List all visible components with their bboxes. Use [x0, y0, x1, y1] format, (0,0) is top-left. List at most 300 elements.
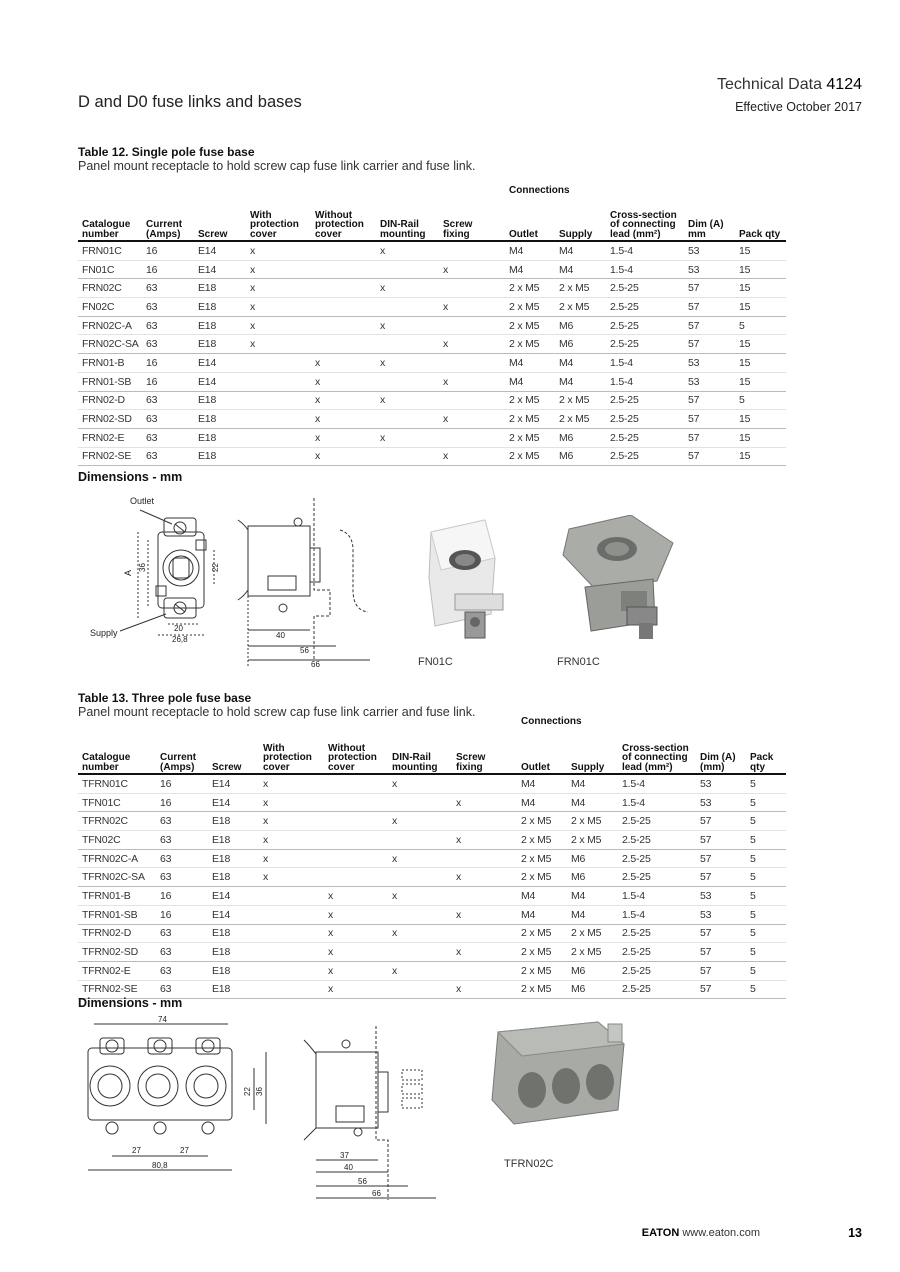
table-cell: x	[246, 241, 311, 260]
table-cell: x	[324, 980, 388, 999]
table-cell: 2.5-25	[606, 279, 684, 298]
table-cell: 63	[156, 849, 208, 868]
table-row	[78, 943, 786, 962]
footer-url[interactable]: www.eaton.com	[679, 1227, 760, 1239]
table-cell	[376, 260, 439, 279]
table-cell: 5	[746, 774, 786, 793]
table-cell: M4	[567, 793, 618, 812]
table-cell: M4	[567, 774, 618, 793]
table-cell: 2.5-25	[618, 868, 696, 887]
table-cell: E14	[208, 793, 259, 812]
table-cell: x	[311, 372, 376, 391]
column-header: Outlet	[517, 732, 567, 774]
table-cell	[259, 961, 324, 980]
table-cell: E18	[194, 298, 246, 317]
table-cell: 2.5-25	[606, 335, 684, 354]
table-cell: TFRN01-B	[78, 887, 156, 906]
table-cell: 16	[142, 372, 194, 391]
table-cell: 2 x M5	[517, 924, 567, 943]
table-cell	[376, 335, 439, 354]
table-cell: 57	[696, 849, 746, 868]
three-pole-front-view	[88, 1024, 266, 1170]
table-cell: 2.5-25	[606, 410, 684, 429]
table-cell: 1.5-4	[618, 774, 696, 793]
table-cell: 63	[156, 868, 208, 887]
table-cell: 15	[735, 447, 786, 466]
table-cell: M4	[505, 372, 555, 391]
column-header: Dim (A) mm	[684, 201, 735, 241]
table-cell: 5	[746, 812, 786, 831]
table-cell: 16	[142, 354, 194, 373]
table-cell	[452, 774, 517, 793]
table-cell: E14	[208, 905, 259, 924]
table-cell: 53	[696, 774, 746, 793]
caption-tfrn02c: TFRN02C	[504, 1158, 554, 1170]
dim-80-8: 80,8	[152, 1161, 168, 1170]
column-header: Cross-section of connecting lead (mm²)	[618, 732, 696, 774]
table-cell: 1.5-4	[606, 372, 684, 391]
table-cell: 53	[696, 793, 746, 812]
table-cell: x	[259, 793, 324, 812]
table-cell: 2.5-25	[618, 943, 696, 962]
table-cell: 5	[746, 849, 786, 868]
table-cell: TFN01C	[78, 793, 156, 812]
table-cell: 57	[696, 924, 746, 943]
column-header: Current (Amps)	[142, 201, 194, 241]
table-cell: x	[259, 774, 324, 793]
doc-prefix: Technical Data	[717, 76, 827, 93]
table-cell: E18	[194, 316, 246, 335]
table-cell: x	[259, 812, 324, 831]
column-header: Cross-section of connecting lead (mm²)	[606, 201, 684, 241]
table-cell	[324, 849, 388, 868]
table-cell: M4	[505, 354, 555, 373]
doc-title	[717, 76, 862, 94]
table-cell: 2 x M5	[505, 410, 555, 429]
three-pole-side-view	[304, 1026, 436, 1200]
table-row	[78, 774, 786, 793]
column-header: Outlet	[505, 201, 555, 241]
table-cell: FN01C	[78, 260, 142, 279]
table-cell: TFRN02-E	[78, 961, 156, 980]
table-cell: 2 x M5	[567, 943, 618, 962]
table-cell	[311, 335, 376, 354]
table-cell: FRN02C-A	[78, 316, 142, 335]
table13	[78, 716, 786, 999]
table-cell: x	[376, 241, 439, 260]
dim-22: 22	[211, 563, 220, 572]
column-header: DIN-Rail mounting	[388, 732, 452, 774]
table-cell: 2 x M5	[517, 868, 567, 887]
table-cell: 1.5-4	[606, 260, 684, 279]
table-cell: x	[246, 260, 311, 279]
table-cell	[376, 410, 439, 429]
table-cell: M4	[555, 241, 606, 260]
table-cell: x	[452, 868, 517, 887]
table-cell: 63	[156, 924, 208, 943]
table-cell: x	[311, 410, 376, 429]
table-cell: 2.5-25	[618, 849, 696, 868]
table-cell: 2 x M5	[555, 298, 606, 317]
table-cell: FN02C	[78, 298, 142, 317]
table-cell: x	[452, 831, 517, 850]
side-view	[238, 498, 370, 666]
table-cell: x	[259, 849, 324, 868]
table12-title: Table 12. Single pole fuse base	[78, 145, 255, 159]
dim-27-b: 27	[180, 1146, 189, 1155]
table-cell: x	[376, 354, 439, 373]
table-cell: 5	[746, 943, 786, 962]
table12	[78, 185, 786, 466]
table-cell: 57	[684, 410, 735, 429]
table-cell: M6	[555, 447, 606, 466]
table-cell: 57	[696, 868, 746, 887]
table-cell: 57	[684, 335, 735, 354]
table-cell: E18	[208, 868, 259, 887]
table-cell	[452, 812, 517, 831]
table-cell	[388, 905, 452, 924]
connections-label: Connections	[509, 184, 570, 196]
table-cell: x	[311, 354, 376, 373]
table-cell: 5	[746, 868, 786, 887]
dim-74: 74	[158, 1015, 167, 1024]
table-row	[78, 428, 786, 447]
table-row	[78, 391, 786, 410]
table-cell: M4	[567, 905, 618, 924]
front-view	[120, 510, 214, 635]
column-header: Screw	[194, 201, 246, 241]
table-cell: E14	[208, 774, 259, 793]
table-cell: TFRN01-SB	[78, 905, 156, 924]
table-cell	[324, 868, 388, 887]
table-cell: TFRN02C	[78, 812, 156, 831]
table-cell: 53	[696, 887, 746, 906]
table-cell: 16	[156, 887, 208, 906]
table-cell: x	[376, 391, 439, 410]
table-cell: x	[324, 924, 388, 943]
dim-40: 40	[276, 631, 285, 640]
dim-22b: 22	[243, 1087, 252, 1096]
table-cell: x	[259, 831, 324, 850]
table-cell: 57	[684, 391, 735, 410]
column-header: Current (Amps)	[156, 732, 208, 774]
table-cell	[388, 943, 452, 962]
table-cell: 1.5-4	[618, 793, 696, 812]
table-cell: 15	[735, 335, 786, 354]
table-row	[78, 354, 786, 373]
table-cell	[246, 372, 311, 391]
table-cell: M4	[555, 260, 606, 279]
table-cell	[388, 793, 452, 812]
label-supply: Supply	[90, 628, 118, 638]
table-cell	[452, 887, 517, 906]
table-row	[78, 279, 786, 298]
table-cell: 2 x M5	[517, 943, 567, 962]
table-cell: FRN02C-SA	[78, 335, 142, 354]
table-cell: x	[439, 372, 505, 391]
table-cell: 2 x M5	[505, 447, 555, 466]
table-row	[78, 335, 786, 354]
table-cell: E18	[194, 410, 246, 429]
table-cell: 63	[156, 943, 208, 962]
doc-header	[717, 76, 862, 114]
table-cell: x	[452, 943, 517, 962]
table-row	[78, 961, 786, 980]
table-cell: 57	[696, 943, 746, 962]
table-cell: TFRN02-SE	[78, 980, 156, 999]
table-cell: TFRN02C-SA	[78, 868, 156, 887]
table-cell: 5	[746, 961, 786, 980]
table-cell: 15	[735, 410, 786, 429]
table-cell: 2.5-25	[618, 924, 696, 943]
table-cell: 16	[156, 793, 208, 812]
table-cell: E18	[194, 279, 246, 298]
table-cell: E18	[208, 812, 259, 831]
table-cell: M4	[517, 774, 567, 793]
table-cell	[439, 354, 505, 373]
table-cell: FRN01-SB	[78, 372, 142, 391]
table-cell: x	[246, 279, 311, 298]
table-row	[78, 447, 786, 466]
column-header: Screw fixing	[439, 201, 505, 241]
table-cell: x	[259, 868, 324, 887]
doc-number: 4124	[826, 76, 862, 93]
column-header: Supply	[567, 732, 618, 774]
table-cell: 53	[684, 372, 735, 391]
table-cell: E18	[208, 943, 259, 962]
table-cell: 5	[735, 391, 786, 410]
table-cell: M6	[567, 868, 618, 887]
table-cell: M4	[505, 260, 555, 279]
table-cell: 1.5-4	[618, 905, 696, 924]
table-cell	[452, 924, 517, 943]
table-cell: 2 x M5	[505, 335, 555, 354]
table-cell: 2.5-25	[606, 391, 684, 410]
table-cell: TFRN02-D	[78, 924, 156, 943]
table-cell: x	[388, 924, 452, 943]
product-image-frn01c	[555, 515, 680, 645]
caption-frn01c: FRN01C	[557, 656, 600, 668]
table-cell	[259, 887, 324, 906]
table-cell: x	[439, 260, 505, 279]
table-cell: 5	[746, 887, 786, 906]
table-cell: 2 x M5	[555, 279, 606, 298]
table-cell: 53	[684, 354, 735, 373]
table-cell: M6	[555, 428, 606, 447]
column-header: Catalogue number	[78, 732, 156, 774]
table-cell: FRN02-SD	[78, 410, 142, 429]
table-cell: x	[376, 316, 439, 335]
dim-40b: 40	[344, 1163, 353, 1172]
table-cell: x	[452, 980, 517, 999]
table-cell: 63	[142, 298, 194, 317]
table-cell: M4	[517, 793, 567, 812]
table-cell: 2 x M5	[517, 831, 567, 850]
table-cell: 57	[684, 447, 735, 466]
table-cell: 57	[696, 831, 746, 850]
table-cell: x	[246, 335, 311, 354]
table-cell: 63	[156, 961, 208, 980]
table-cell	[311, 260, 376, 279]
table-cell: 2.5-25	[606, 428, 684, 447]
dimensions2-title: Dimensions - mm	[78, 996, 183, 1010]
table-cell: x	[439, 298, 505, 317]
table-cell: x	[246, 298, 311, 317]
table-cell	[246, 410, 311, 429]
table-cell: 5	[746, 831, 786, 850]
table-cell: FRN01-B	[78, 354, 142, 373]
table-cell: 57	[696, 980, 746, 999]
table-cell: E14	[208, 887, 259, 906]
table-cell: x	[324, 961, 388, 980]
table-cell: M6	[555, 316, 606, 335]
table-cell: x	[324, 943, 388, 962]
table12-description: Panel mount receptacle to hold screw cap fuse link carrier and fuse link.	[78, 159, 476, 173]
table-cell: 2.5-25	[618, 961, 696, 980]
table-cell: x	[311, 428, 376, 447]
table-cell: 2.5-25	[618, 812, 696, 831]
dim-56b: 56	[358, 1177, 367, 1186]
table-cell: 63	[142, 335, 194, 354]
table-cell: 2 x M5	[505, 391, 555, 410]
table-cell	[324, 812, 388, 831]
table-cell: 63	[156, 980, 208, 999]
table-cell: 53	[696, 905, 746, 924]
table-cell	[246, 447, 311, 466]
column-header: Pack qty	[735, 201, 786, 241]
table-cell: TFRN01C	[78, 774, 156, 793]
table-cell: x	[439, 335, 505, 354]
table-cell	[246, 391, 311, 410]
table-cell	[259, 980, 324, 999]
column-header: With protection cover	[246, 201, 311, 241]
dim-20: 20	[174, 624, 183, 633]
table-cell: 2.5-25	[618, 980, 696, 999]
table-cell: 2 x M5	[505, 316, 555, 335]
table13-description: Panel mount receptacle to hold screw cap fuse link carrier and fuse link.	[78, 705, 476, 719]
dim-56: 56	[300, 646, 309, 655]
table-cell: TFN02C	[78, 831, 156, 850]
table-cell	[439, 316, 505, 335]
table-cell: 2 x M5	[567, 831, 618, 850]
table-cell	[324, 793, 388, 812]
table-cell: M6	[567, 961, 618, 980]
table-cell: 2 x M5	[555, 410, 606, 429]
table-cell: 2.5-25	[606, 298, 684, 317]
table-cell: x	[324, 905, 388, 924]
table-cell	[388, 868, 452, 887]
table-cell: 16	[142, 260, 194, 279]
table-cell: x	[376, 428, 439, 447]
table-cell: 2 x M5	[567, 924, 618, 943]
table-cell	[388, 980, 452, 999]
column-header: Without protection cover	[324, 732, 388, 774]
table-cell	[259, 943, 324, 962]
column-header: Screw	[208, 732, 259, 774]
table-cell: x	[324, 887, 388, 906]
table-cell	[259, 924, 324, 943]
table-cell	[452, 961, 517, 980]
table-cell: 5	[746, 793, 786, 812]
section-title: D and D0 fuse links and bases	[78, 93, 302, 111]
table-cell: M6	[567, 849, 618, 868]
dim-66b: 66	[372, 1189, 381, 1198]
table-cell	[311, 316, 376, 335]
table-cell: M4	[555, 372, 606, 391]
dim-37: 37	[340, 1151, 349, 1160]
table-cell: 63	[142, 391, 194, 410]
table-cell: M4	[567, 887, 618, 906]
table-cell: 15	[735, 260, 786, 279]
table-cell: 63	[142, 279, 194, 298]
table-cell: 15	[735, 428, 786, 447]
table-cell: 2 x M5	[517, 980, 567, 999]
table-cell: x	[311, 391, 376, 410]
table-cell: 2 x M5	[505, 298, 555, 317]
table-cell: M4	[517, 905, 567, 924]
table-cell: M6	[555, 335, 606, 354]
table-cell: 5	[735, 316, 786, 335]
table-cell: x	[439, 410, 505, 429]
table-cell: E14	[194, 372, 246, 391]
table-cell: E18	[208, 980, 259, 999]
table-cell	[324, 774, 388, 793]
dim-36: 36	[138, 563, 147, 572]
table-cell: 16	[156, 774, 208, 793]
table-cell: M6	[567, 980, 618, 999]
table-row	[78, 924, 786, 943]
table-row	[78, 260, 786, 279]
table-cell: 16	[156, 905, 208, 924]
table-row	[78, 316, 786, 335]
table-cell: x	[246, 316, 311, 335]
table-row	[78, 905, 786, 924]
table-cell: 53	[684, 260, 735, 279]
table-cell: E14	[194, 260, 246, 279]
table-cell	[259, 905, 324, 924]
table-cell: x	[452, 905, 517, 924]
table-cell: 5	[746, 924, 786, 943]
table-cell: 1.5-4	[618, 887, 696, 906]
table-cell: 57	[696, 812, 746, 831]
page-number: 13	[848, 1226, 862, 1240]
table-cell: 57	[696, 961, 746, 980]
table-cell	[311, 279, 376, 298]
table-cell: x	[439, 447, 505, 466]
column-header: With protection cover	[259, 732, 324, 774]
table-cell: 57	[684, 279, 735, 298]
column-header: Catalogue number	[78, 201, 142, 241]
table-cell: 2 x M5	[567, 812, 618, 831]
table-cell: E18	[208, 961, 259, 980]
table-cell: x	[388, 849, 452, 868]
table-cell: 2.5-25	[606, 316, 684, 335]
table-cell	[388, 831, 452, 850]
table-cell: E18	[208, 849, 259, 868]
dim-66: 66	[311, 660, 320, 669]
table-cell: 15	[735, 372, 786, 391]
column-header: Pack qty	[746, 732, 786, 774]
table-cell: E18	[194, 335, 246, 354]
table-cell: 53	[684, 241, 735, 260]
table-cell: 15	[735, 279, 786, 298]
table-cell	[439, 428, 505, 447]
table-cell	[376, 372, 439, 391]
table-cell: x	[311, 447, 376, 466]
table-cell: E18	[194, 391, 246, 410]
table-cell: E14	[194, 354, 246, 373]
product-image-fn01c	[425, 518, 507, 648]
